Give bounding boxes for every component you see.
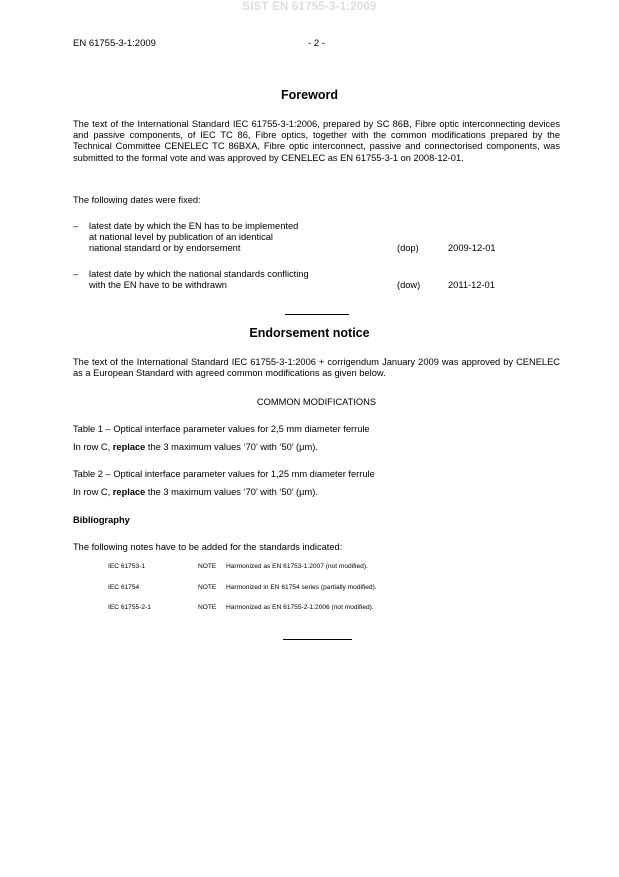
instruction-text: the 3 maximum values ‘70’ with ‘50’ (µm).	[145, 442, 318, 452]
note-text: Harmonized as EN 61753-1:2007 (not modified).	[226, 563, 368, 570]
note-reference: IEC 61755-2-1	[108, 604, 151, 611]
date-description-line: with the EN have to be withdrawn	[89, 279, 227, 290]
instruction-text: In row C,	[73, 442, 113, 452]
date-item-dow	[73, 269, 560, 291]
common-modifications-heading: COMMON MODIFICATIONS	[256, 397, 377, 407]
list-dash: –	[73, 221, 79, 231]
note-keyword: NOTE	[198, 604, 217, 611]
foreword-body: The text of the International Standard IEC 61755-3-1:2006, prepared by SC 86B, Fibre optic interconnecting devices and passive components, of IEC TC 86, Fibre optics, together with the common modifications prepared by the Technical Committee CENELEC TC 86BXA, Fibre optic interconnect, passive and connectorised components, was submitted to the formal vote and was approved by CENELEC as EN 61755-3-1 on 2008-12-01.	[73, 119, 560, 163]
table1-instruction	[73, 442, 560, 453]
date-value: 2011-12-01	[448, 279, 495, 290]
date-description	[89, 269, 354, 291]
date-abbreviation: (dop)	[397, 243, 419, 254]
instruction-keyword: replace	[112, 487, 146, 497]
end-divider	[283, 639, 352, 640]
bibliography-notes	[108, 563, 428, 625]
note-reference: IEC 61753-1	[108, 563, 146, 570]
table2-title: Table 2 – Optical interface parameter values for 1,25 mm diameter ferrule	[73, 469, 375, 479]
date-description-line: latest date by which the national standards conflicting	[89, 268, 309, 279]
date-value: 2009-12-01	[448, 243, 496, 254]
bibliography-title: Bibliography	[73, 515, 130, 525]
note-row	[108, 563, 428, 584]
note-keyword: NOTE	[198, 563, 217, 570]
document-id: EN 61755-3-1:2009	[73, 38, 156, 49]
instruction-text: the 3 maximum values ‘70’ with ‘50’ (µm).	[145, 487, 318, 497]
dates-intro: The following dates were fixed:	[73, 195, 201, 205]
instruction-text: In row C,	[73, 487, 113, 497]
date-item-dop	[73, 221, 560, 255]
watermark: SIST EN 61755-3-1:2009	[242, 1, 377, 13]
list-dash: –	[73, 268, 79, 279]
date-abbreviation: (dow)	[397, 279, 421, 290]
note-row	[108, 584, 428, 605]
note-text: Harmonized as EN 61755-2-1:2006 (not modified).	[226, 604, 374, 611]
note-text: Harmonized in EN 61754 series (partially modified).	[226, 583, 377, 591]
date-description-line: national standard or by endorsement	[89, 243, 241, 254]
section-divider	[285, 314, 349, 315]
dates-list	[73, 221, 560, 291]
date-description-line: latest date by which the EN has to be implemented	[89, 221, 299, 231]
endorsement-body: The text of the International Standard IEC 61755-3-1:2006 + corrigendum January 2009 was approved by CENELEC as a European Standard with agreed common modifications as given below.	[73, 357, 560, 379]
table2-instruction	[73, 487, 560, 498]
instruction-keyword: replace	[112, 442, 146, 452]
table1-title: Table 1 – Optical interface parameter values for 2,5 mm diameter ferrule	[73, 424, 370, 434]
date-description-line: at national level by publication of an identical	[89, 232, 273, 243]
page-number: - 2 -	[308, 38, 325, 49]
endorsement-title: Endorsement notice	[249, 326, 370, 340]
note-keyword: NOTE	[198, 583, 217, 591]
note-row	[108, 604, 428, 625]
page-header	[73, 38, 560, 52]
bibliography-intro: The following notes have to be added for the standards indicated:	[73, 542, 343, 552]
foreword-title: Foreword	[281, 88, 338, 102]
note-reference: IEC 61754	[108, 583, 140, 591]
date-description	[89, 221, 354, 255]
